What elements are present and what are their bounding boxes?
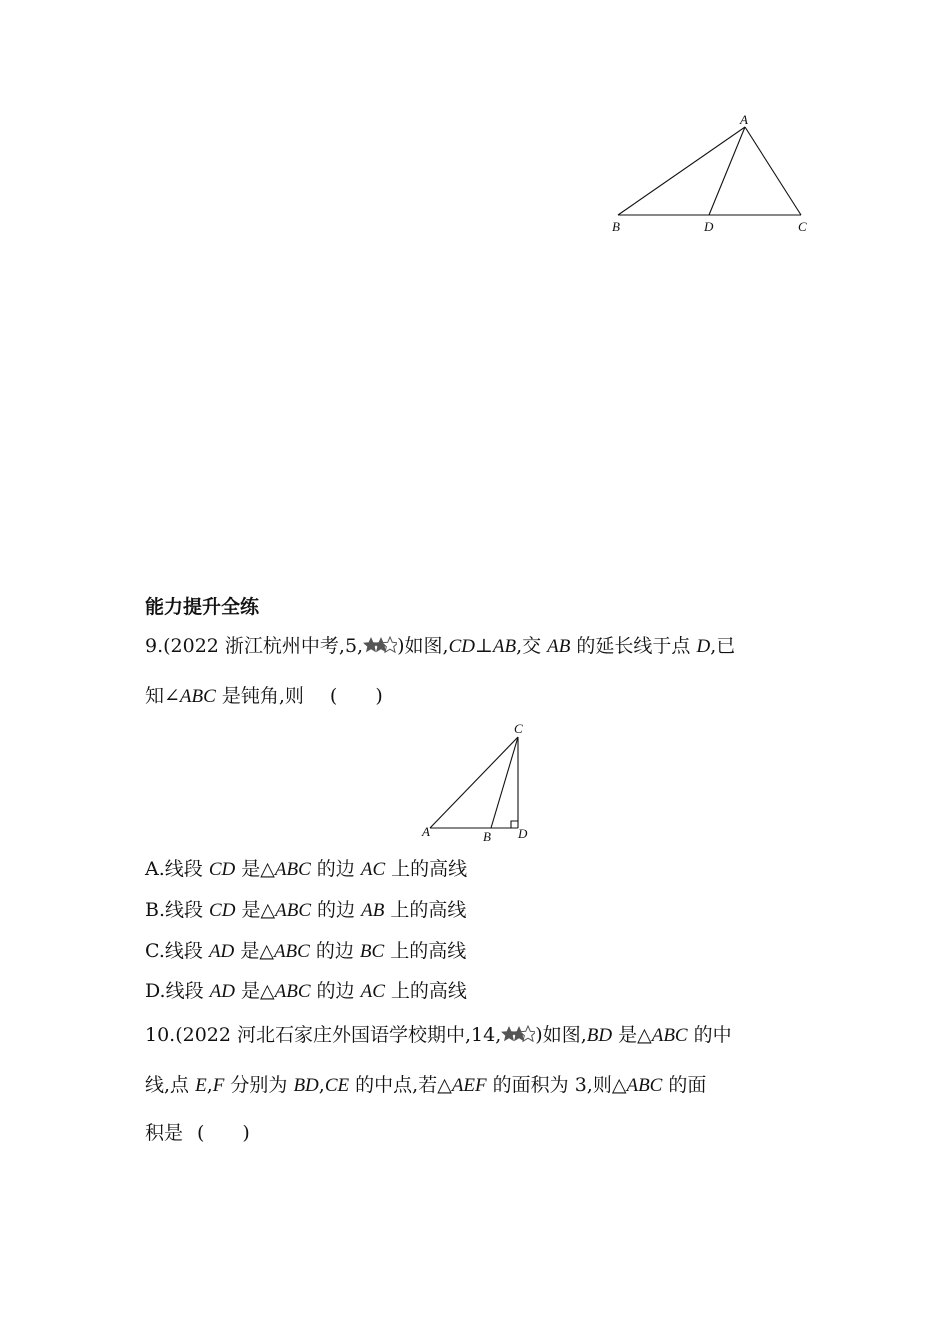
difficulty-stars-icon (501, 1025, 535, 1043)
label-a: A (740, 112, 748, 127)
label-d: D (704, 219, 714, 234)
label-b: B (483, 829, 491, 844)
option-b[interactable]: B.线段 CD 是△ABC 的边 AB 上的高线 (145, 899, 467, 921)
difficulty-stars-icon (363, 636, 397, 654)
segment-ab (618, 127, 745, 215)
triangle-abc-figure (600, 105, 820, 240)
label-c: C (798, 219, 807, 234)
option-a[interactable]: A.线段 CD 是△ABC 的边 AC 上的高线 (145, 858, 468, 880)
label-b: B (612, 219, 620, 234)
right-angle-mark (511, 821, 518, 828)
q9-line-2: 知∠ABC 是钝角,则 ( ) (145, 685, 383, 707)
segment-ac (745, 127, 801, 215)
option-c[interactable]: C.线段 AD 是△ABC 的边 BC 上的高线 (145, 940, 467, 962)
label-a: A (422, 824, 430, 839)
label-d: D (518, 826, 528, 841)
right-triangle-figure (415, 715, 535, 845)
answer-blank: ( ) (197, 1122, 250, 1144)
label-c: C (514, 721, 523, 736)
q9-line-1: 9.(2022 浙江杭州中考,5, )如图,CD⊥AB,交 AB 的延长线于点 D,已 (145, 635, 736, 657)
q10-line-3: 积是 ( ) (145, 1122, 250, 1144)
segment-ad (709, 127, 745, 215)
option-d[interactable]: D.线段 AD 是△ABC 的边 AC 上的高线 (145, 980, 467, 1002)
q10-line-2: 线,点 E,F 分别为 BD,CE 的中点,若△AEF 的面积为 3,则△ABC 的面 (145, 1074, 707, 1096)
q10-line-1: 10.(2022 河北石家庄外国语学校期中,14, )如图,BD 是△ABC 的中 (145, 1024, 732, 1046)
answer-blank: ( ) (329, 685, 383, 707)
section-title: 能力提升全练 (145, 596, 260, 618)
